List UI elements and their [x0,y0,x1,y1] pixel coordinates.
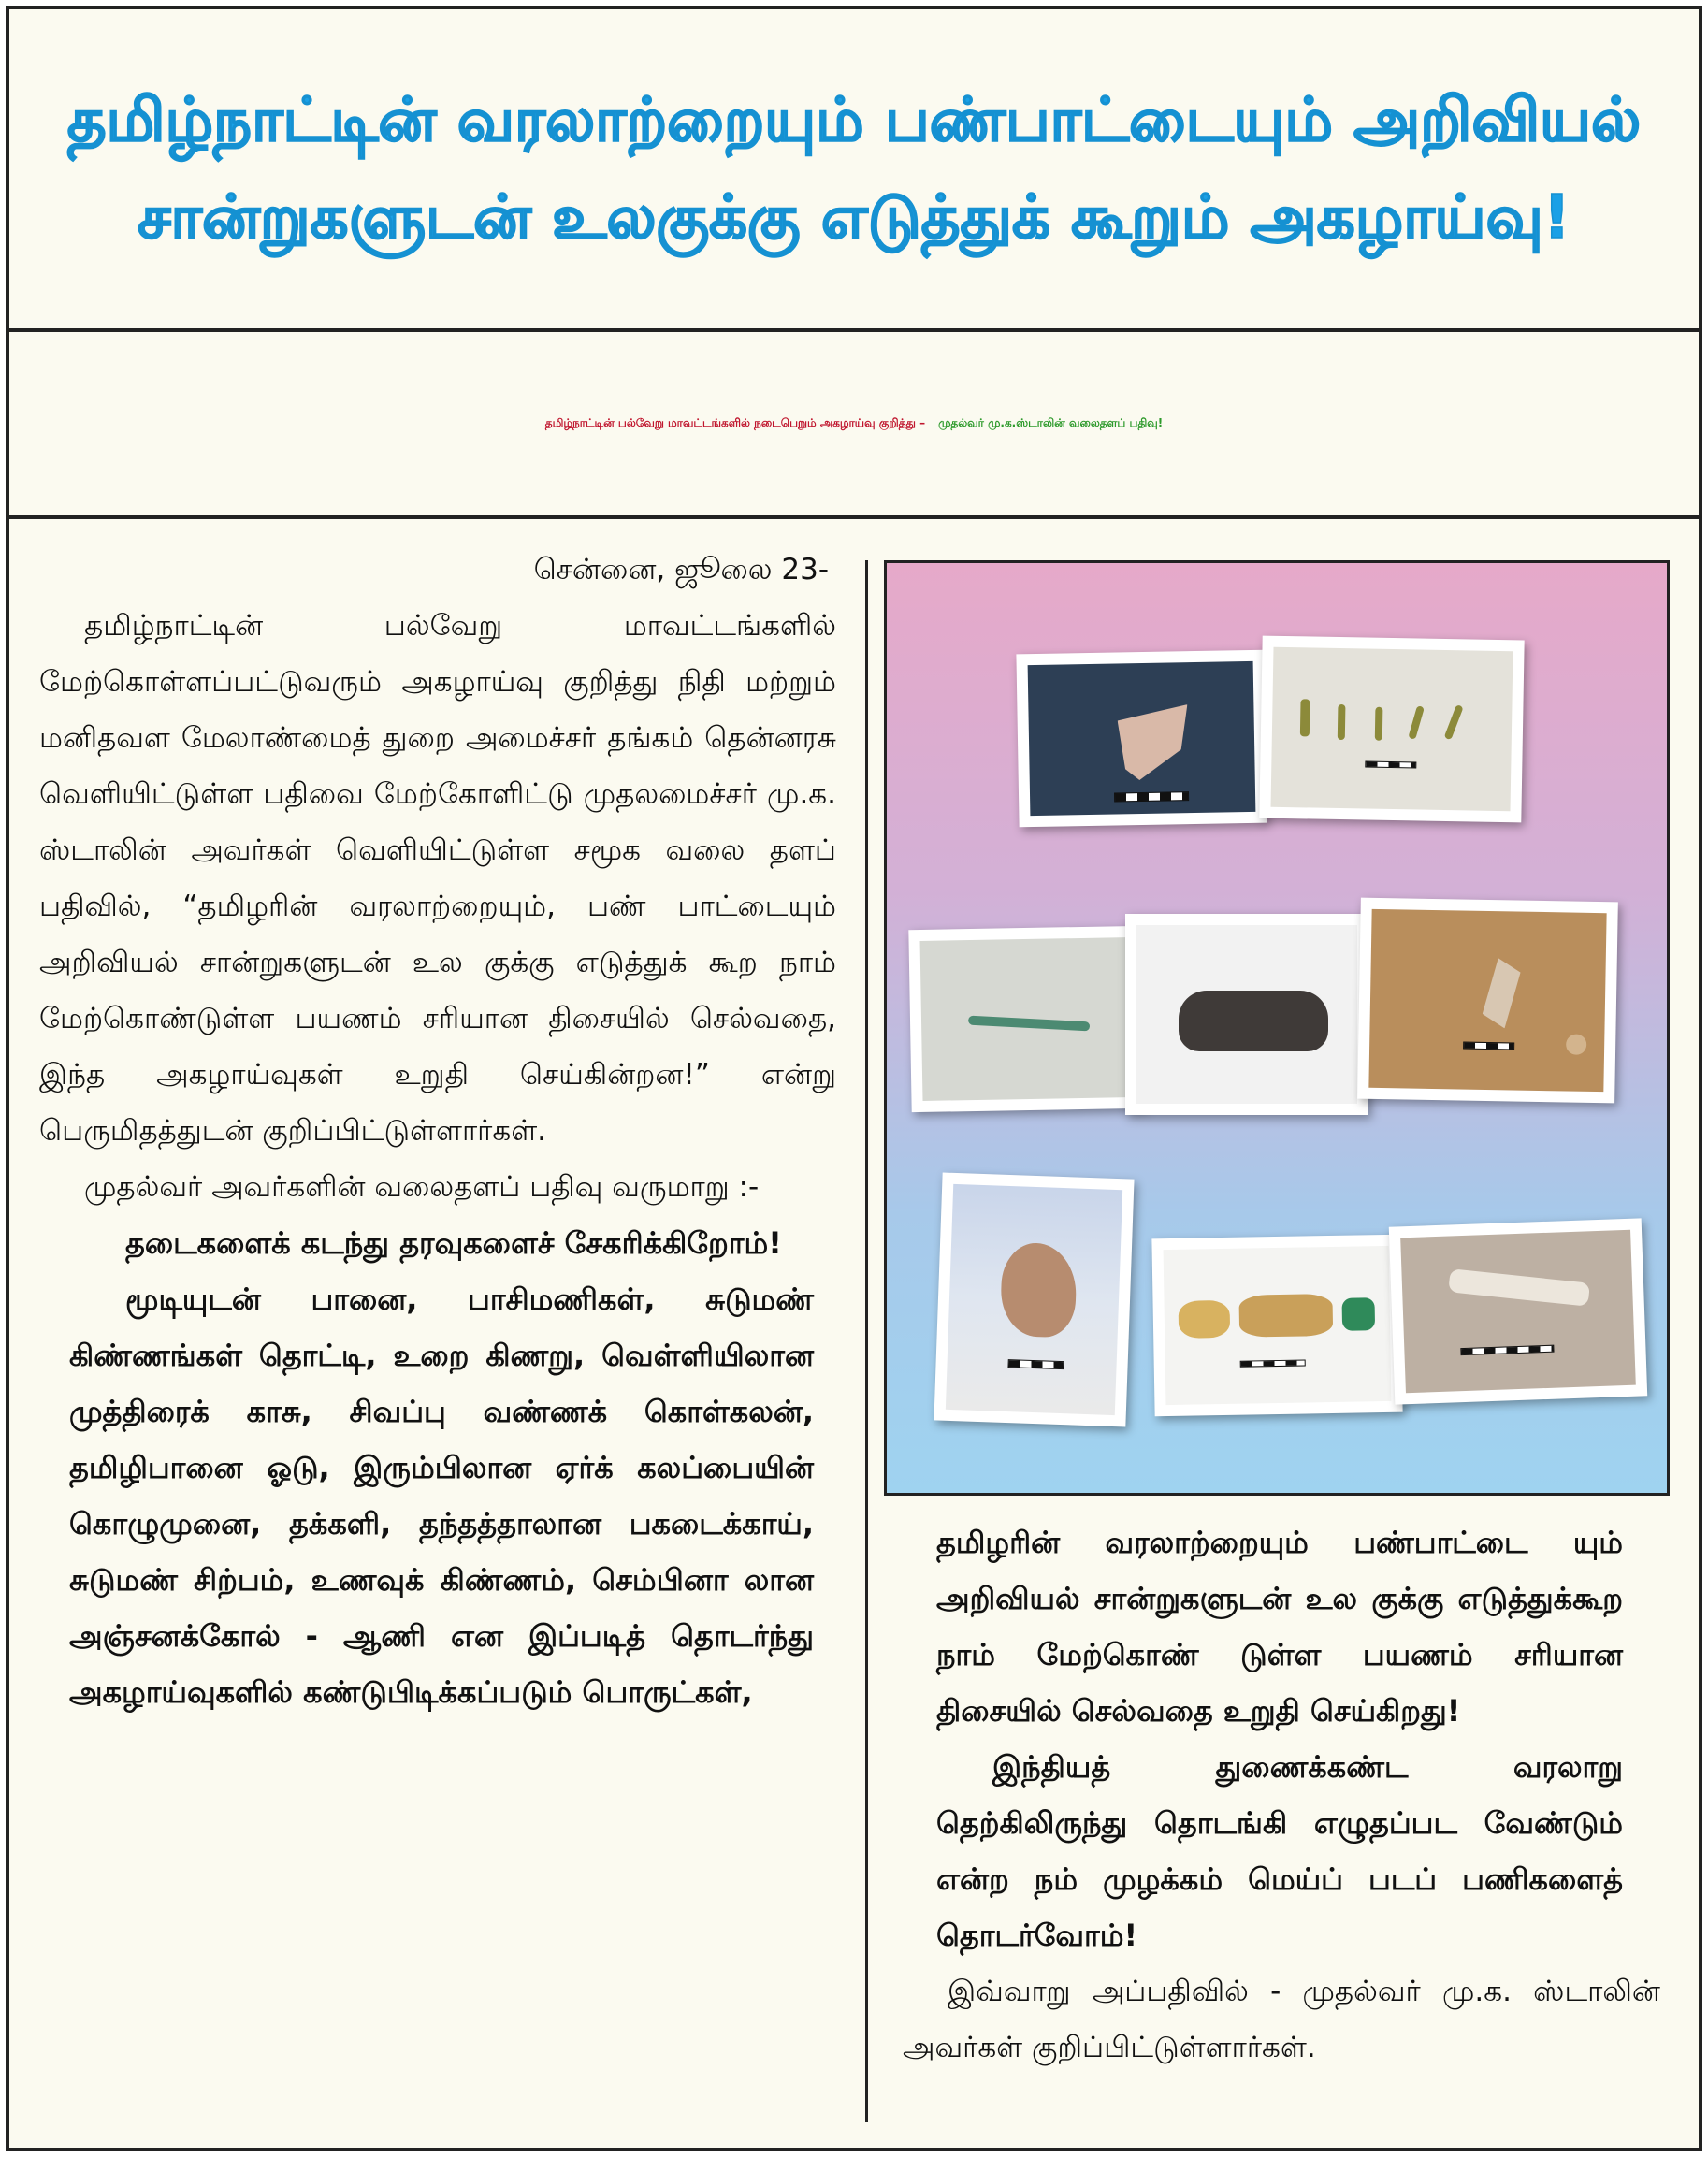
article-paragraph-1: தமிழ்நாட்டின் பல்வேறு மாவட்டங்களில் மேற்கொள்ளப்பட்டுவரும் அகழாய்வு குறித்து நிதி மற்றும் மனிதவள மேலாண்மைத் துறை அமைச்சர் தங்கம் தென்னரசு வெளியிட்டுள்ள பதிவை மேற்கோளிட்டு முதலமைச்சர் மு.க. ஸ்டாலின் அவர்கள் வெளியிட்டுள்ள சமூக வலை தளப் பதிவில், “தமிழரின் வரலாற்றையும், பண் பாட்டையும் அறிவியல் சான்றுகளுடன் உல குக்கு எடுத்துக் கூற நாம் மேற்கொண்டுள்ள பயணம் சரியான திசையில் செல்வதை, இந்த அகழாய்வுகள் உறுதி செய்கின்றன!” என்று பெருமிதத்துடன் குறிப்பிட்டுள்ளார்கள். [39,609,836,1148]
article-body [9,523,1699,2151]
article-paragraph-2: முதல்வர் அவர்களின் வலைதளப் பதிவு வருமாறு :- [84,1170,760,1204]
photo-terracotta-figure [934,1173,1134,1427]
article-bold-paragraph-1: தடைகளைக் கடந்து தரவுகளைச் சேகரிக்கிறோம்! [125,1225,782,1261]
subheadline-red: தமிழ்நாட்டின் பல்வேறு மாவட்டங்களில் நடைபெறும் அகழாய்வு குறித்து – [544,416,926,429]
headline-line-1: தமிழ்நாட்டின் வரலாற்றையும் பண்பாட்டையும் அறிவியல் [66,85,1642,155]
left-column [39,542,836,2132]
right-column-text [903,1514,1679,2132]
photo-soil-artifact [1357,898,1618,1104]
headline-line-2: சான்றுகளுடன் உலகுக்கு எடுத்துக் கூறும் அகழாய்வு! [138,182,1570,253]
subheadline-green: முதல்வர் மு.க.ஸ்டாலின் வலைதளப் பதிவு! [938,416,1164,429]
photo-stone-disc [1125,914,1368,1115]
photo-fragments [1151,1235,1402,1417]
artifact-photo-collage [884,560,1670,1496]
photo-copper-rod [908,926,1145,1112]
article-bold-paragraph-2: மூடியுடன் பானை, பாசிமணிகள், சுடுமண் கிண்ணங்கள் தொட்டி, உறை கிணறு, வெள்ளியிலான முத்திரைக் காசு, சிவப்பு வண்ணக் கொள்கலன், தமிழிபானை ஓடு, இரும்பிலான ஏர்க் கலப்பையின் கொழுமுனை, தக்களி, தந்தத்தாலான பகடைக்காய், சுடுமண் சிற்பம், உணவுக் கிண்ணம், செம்பினா லான அஞ்சனக்கோல் - ஆணி என இப்படித் தொடர்ந்து அகழாய்வுகளில் கண்டுபிடிக்கப்படும் பொருட்கள், [69,1281,814,1710]
photo-pottery-sherd [1016,650,1267,828]
right-bold-paragraph-2: இந்தியத் துணைக்கண்ட வரலாறு தெற்கிலிருந்து தொடங்கி எழுதப்பட வேண்டும் என்ற நம் முழக்கம் மெய்ப் படப் பணிகளைத் தொடர்வோம்! [936,1749,1623,1953]
subheadline [9,332,1699,519]
photo-iron-nails [1259,636,1524,823]
right-bold-paragraph-1: தமிழரின் வரலாற்றையும் பண்பாட்டை யும் அறிவியல் சான்றுகளுடன் உல குக்கு எடுத்துக்கூற நாம் மேற்கொண் டுள்ள பயணம் சரியான திசையில் செல்வதை உறுதி செய்கிறது! [936,1525,1623,1729]
column-divider [865,560,868,2122]
headline-block [9,9,1699,332]
dateline: சென்னை, ஜூலை 23- [533,553,829,586]
right-closing-paragraph: இவ்வாறு அப்பதிவில் - முதல்வர் மு.க. ஸ்டாலின் அவர்கள் குறிப்பிட்டுள்ளார்கள். [903,1975,1660,2064]
photo-bone-tool [1389,1218,1647,1404]
newspaper-page [6,6,1702,2151]
